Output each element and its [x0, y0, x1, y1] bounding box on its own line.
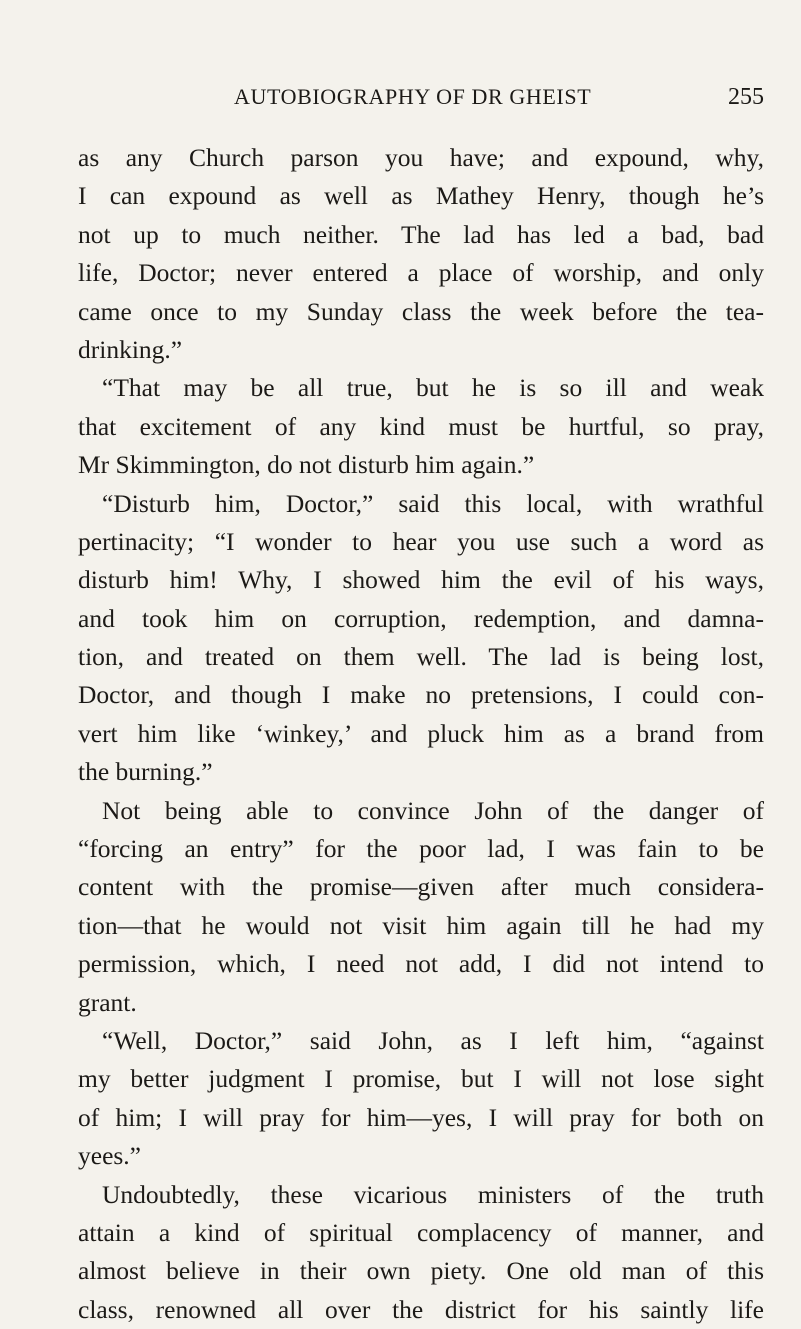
body-text	[78, 139, 764, 1329]
text-line: Not being able to convince John of the danger of	[102, 795, 764, 825]
text-line: of him; I will pray for him—yes, I will pray for both on	[78, 1102, 764, 1132]
text-line: tion—that he would not visit him again till he had my	[78, 910, 764, 940]
text-line: not up to much neither. The lad has led a bad, bad	[78, 219, 764, 249]
text-line: my better judgment I promise, but I will not lose sight	[78, 1064, 764, 1094]
text-line: “That may be all true, but he is so ill and weak	[102, 373, 764, 403]
page-number: 255	[728, 84, 764, 110]
text-line: that excitement of any kind must be hurtful, so pray,	[78, 411, 764, 441]
text-line: “Disturb him, Doctor,” said this local, with wrathful	[102, 488, 764, 518]
text-line: disturb him! Why, I showed him the evil of his ways,	[78, 565, 764, 595]
text-line: content with the promise—given after much considera-	[78, 872, 764, 902]
text-line: Undoubtedly, these vicarious ministers of the truth	[102, 1179, 764, 1209]
text-line: the burning.”	[78, 757, 213, 787]
text-line: “forcing an entry” for the poor lad, I was fain to be	[78, 834, 764, 864]
text-line: Mr Skimmington, do not disturb him again.”	[78, 450, 535, 480]
text-line: pertinacity; “I wonder to hear you use such a word as	[78, 526, 764, 556]
text-line: drinking.”	[78, 334, 183, 364]
text-line: attain a kind of spiritual complacency of manner, and	[78, 1217, 764, 1247]
text-line: life, Doctor; never entered a place of worship, and only	[78, 258, 764, 288]
running-head	[78, 84, 764, 114]
text-line: “Well, Doctor,” said John, as I left him, “against	[102, 1025, 764, 1055]
text-line: almost believe in their own piety. One old man of this	[78, 1256, 764, 1286]
text-line: as any Church parson you have; and expound, why,	[78, 143, 764, 172]
text-line: class, renowned all over the district for his saintly life	[78, 1294, 764, 1324]
text-line: tion, and treated on them well. The lad is being lost,	[78, 642, 764, 672]
text-line: yees.”	[78, 1141, 142, 1171]
text-line: Doctor, and though I make no pretensions, I could con-	[78, 680, 764, 710]
text-line: grant.	[78, 987, 137, 1017]
text-line: permission, which, I need not add, I did not intend to	[78, 949, 764, 979]
running-title: AUTOBIOGRAPHY OF DR GHEIST	[234, 84, 592, 109]
text-line: and took him on corruption, redemption, and damna-	[78, 603, 764, 633]
text-line: came once to my Sunday class the week before the tea-	[78, 296, 764, 326]
text-line: I can expound as well as Mathey Henry, though he’s	[78, 181, 764, 211]
text-line: vert him like ‘winkey,’ and pluck him as a brand from	[78, 718, 764, 748]
